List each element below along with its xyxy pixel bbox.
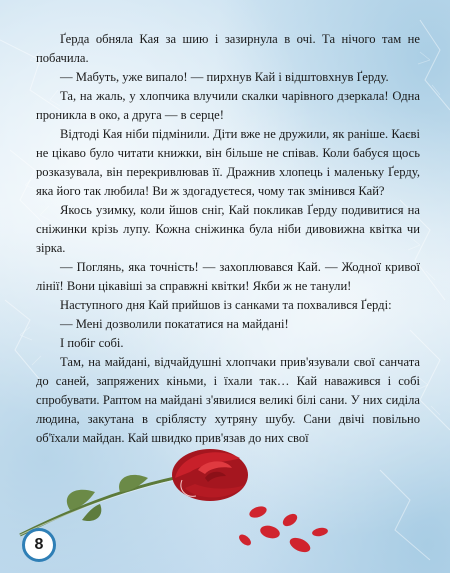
paragraph: Та, на жаль, у хлопчика влучили скалки чарівного дзеркала! Одна проникла в око, а друга — в серце! — [36, 89, 420, 122]
red-rose-with-petals-icon — [0, 440, 450, 573]
paragraph: І побіг собі. — [60, 336, 124, 350]
paragraph: Відтоді Кая ніби підмінили. Діти вже не дружили, як раніше. Каєві не цікаво було читати книжки, він більше не співав. Коли бабуся щось розказувала, він перекривлював її. Дражнив хлопець і маленьку Ґерду, яка його так любила! Ви ж здогадуєтеся, чому так змінився Кай? — [36, 127, 420, 198]
fallen-petals — [237, 504, 329, 555]
paragraph: Ґерда обняла Кая за шию і зазирнула в очі. Та нічого там не побачила. — [36, 32, 420, 65]
paragraph: — Мені дозволили покататися на майдані! — [60, 317, 289, 331]
paragraph: Там, на майдані, відчайдушні хлопчаки прив'язували свої санчата до саней, запряжених кіньми, і їхали так… Кай наважився і собі спробувати. Раптом на майдані з'явилися великі білі сани. У них сиділа людина, закутана в сріблясту хутряну шубу. Сани двічі повільно об'їхали майдан. Кай швидко прив'язав до них свої — [36, 355, 420, 445]
story-text — [36, 30, 420, 448]
paragraph: — Поглянь, яка точність! — захоплювався Кай. — Жодної кривої лінії! Вони цікавіші за справжні квітки! Якби ж не танули! — [36, 260, 420, 293]
paragraph: Наступного дня Кай прийшов із санками та похвалився Ґерді: — [60, 298, 392, 312]
rose-head — [172, 449, 248, 501]
paragraph: Якось узимку, коли йшов сніг, Кай покликав Ґерду подивитися на сніжинки крізь лупу. Кожна сніжинка була ніби дивовижна квітка чи зірка. — [36, 203, 420, 255]
page-number: 8 — [34, 536, 44, 553]
page-number-badge — [22, 528, 56, 562]
paragraph: — Мабуть, уже випало! — пирхнув Кай і відштовхнув Ґерду. — [60, 70, 389, 84]
